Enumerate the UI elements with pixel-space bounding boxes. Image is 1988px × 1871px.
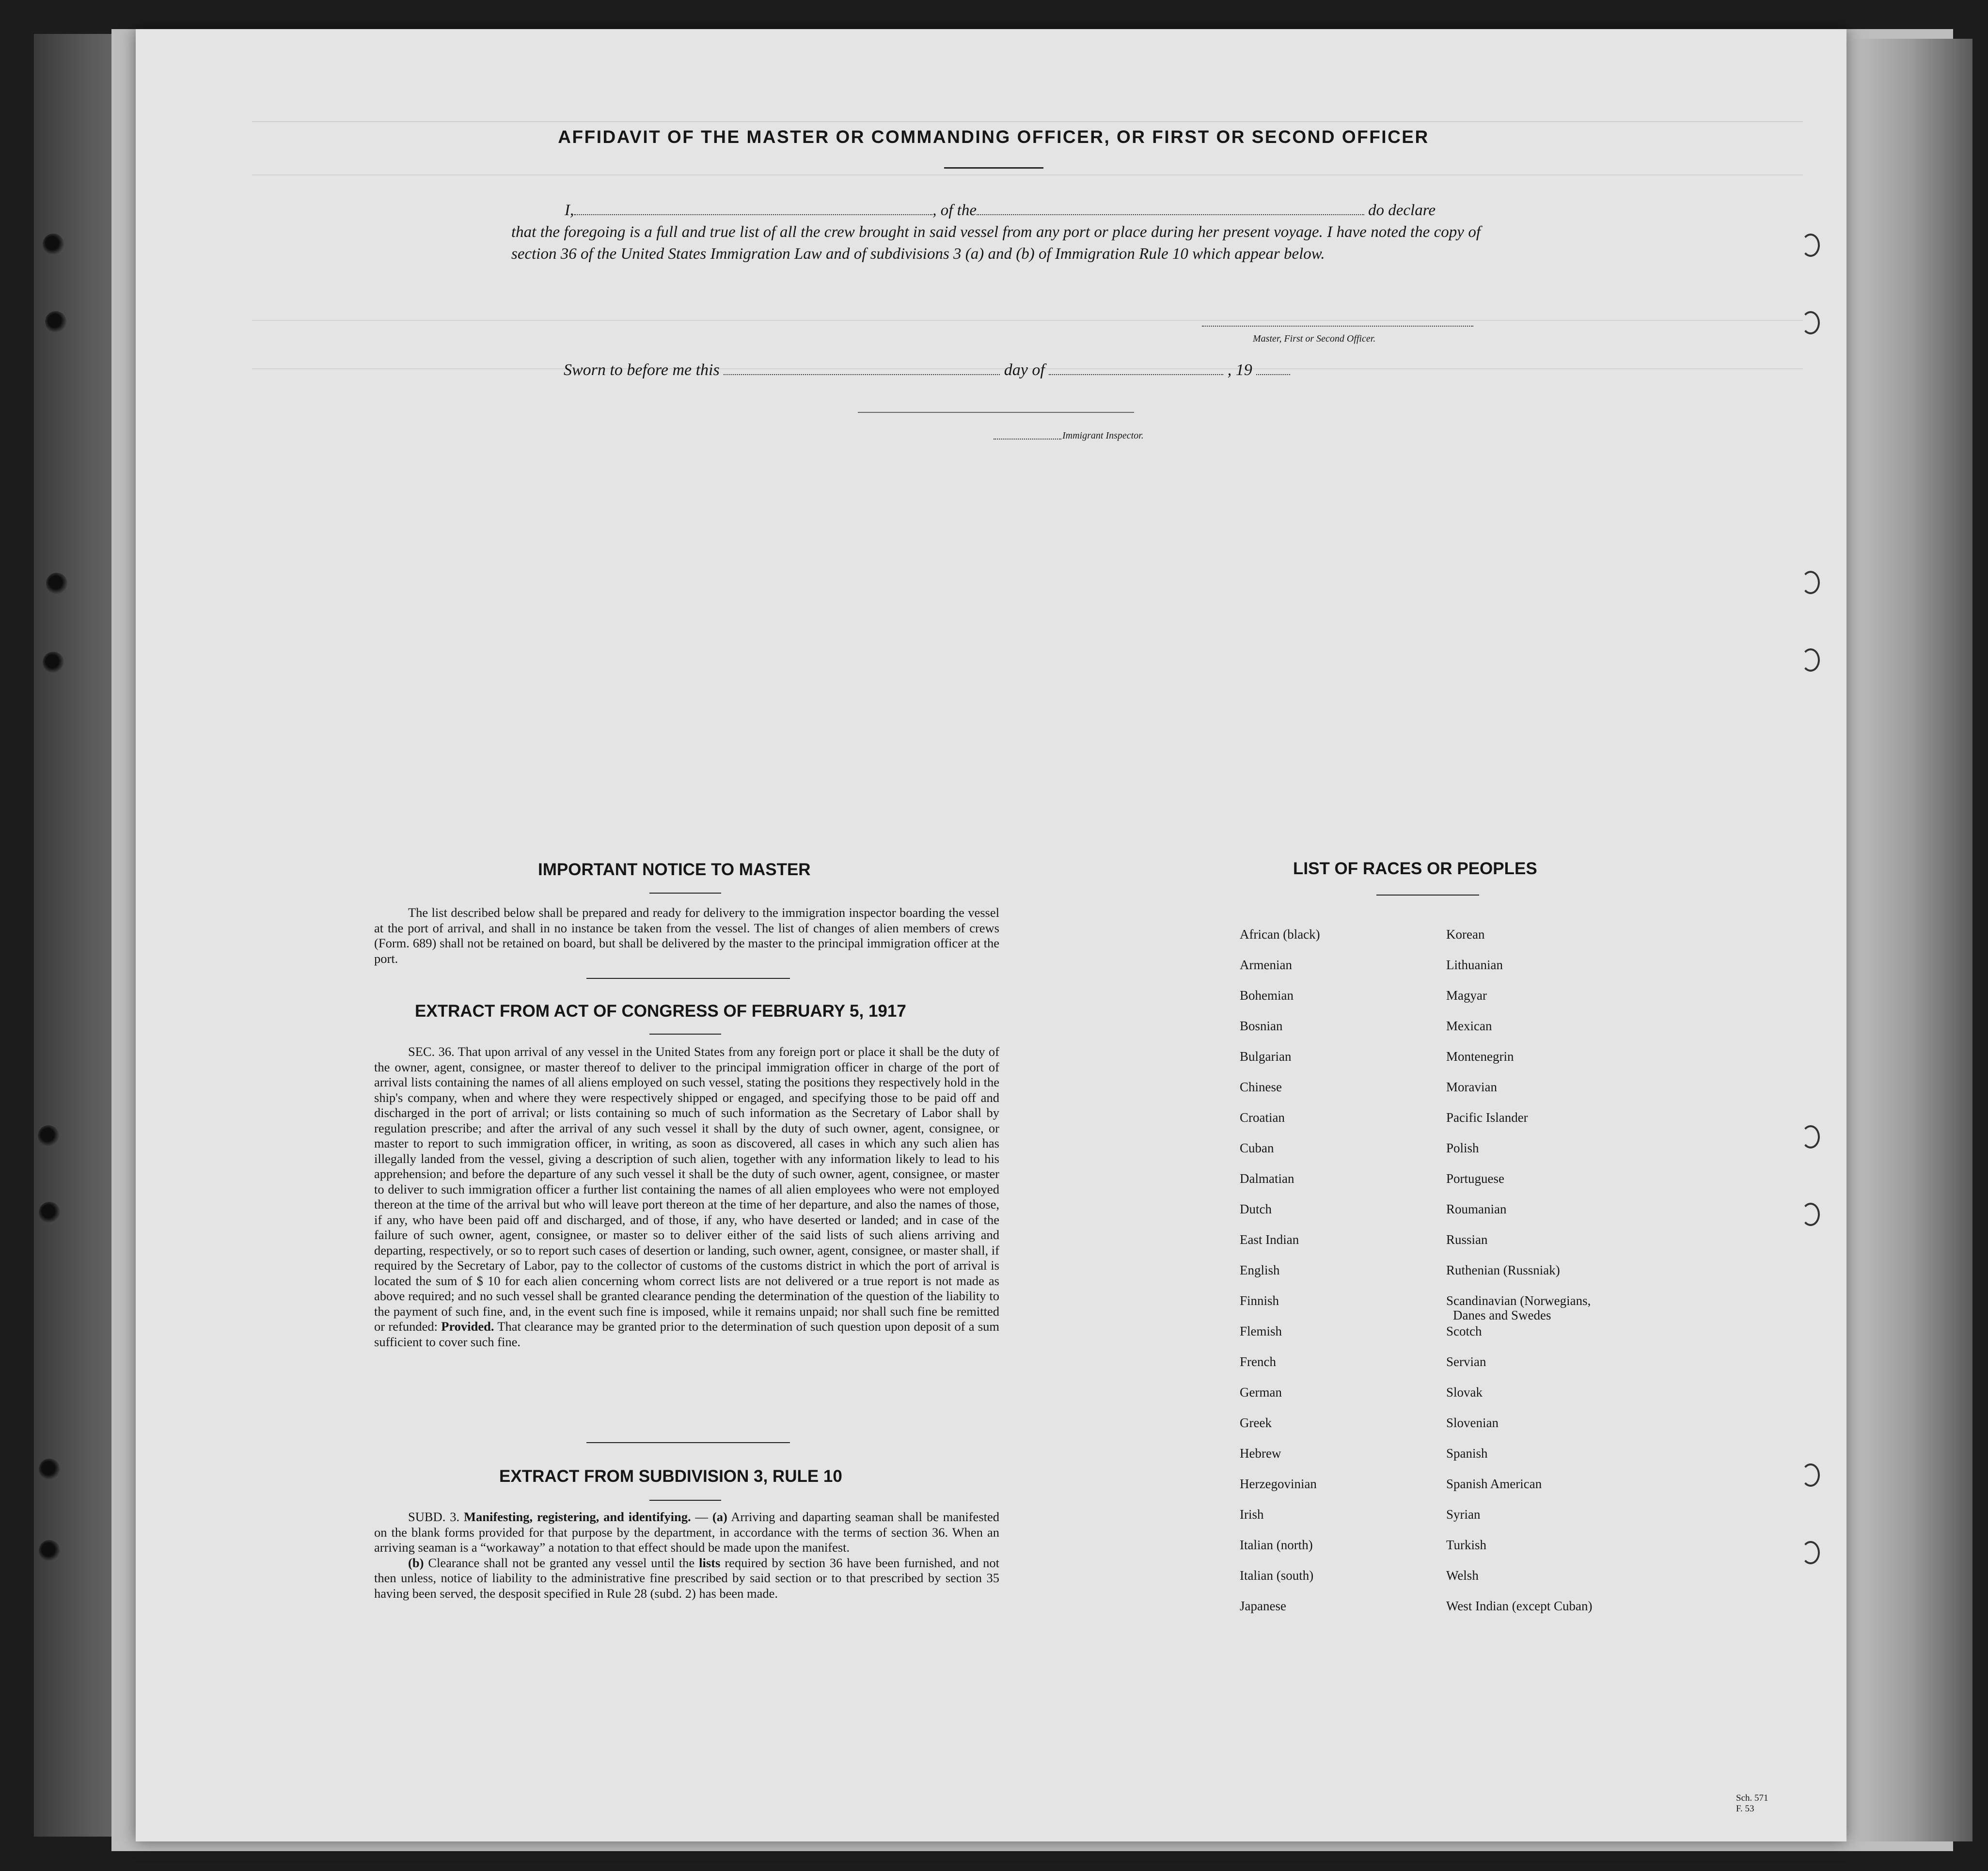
extract-rule-rule — [649, 1500, 721, 1501]
race-item: Russian — [1446, 1232, 1488, 1247]
subd-heading: Manifesting, registering, and identifying. — [464, 1509, 691, 1524]
race-item: Slovak — [1446, 1385, 1483, 1399]
binder-hole — [38, 1125, 59, 1147]
race-item: West Indian (except Cuban) — [1446, 1599, 1593, 1613]
ring-mark — [1801, 648, 1820, 672]
race-item: African (black) — [1240, 927, 1320, 942]
race-item: Armenian — [1240, 958, 1292, 972]
bleed-through — [252, 320, 1803, 321]
binder-hole — [39, 1540, 60, 1561]
binder-hole — [45, 311, 66, 332]
race-item: Japanese — [1240, 1599, 1286, 1613]
subd-prefix: SUBD. 3. — [408, 1509, 460, 1524]
race-item: Hebrew — [1240, 1446, 1281, 1461]
vessel-name-field[interactable] — [977, 203, 1364, 215]
race-item: Syrian — [1446, 1507, 1481, 1522]
race-item: Portuguese — [1446, 1171, 1504, 1186]
affidavit-paragraph — [511, 200, 1481, 265]
sworn-line — [564, 361, 1290, 379]
race-item: Montenegrin — [1446, 1049, 1514, 1064]
race-item: Finnish — [1240, 1293, 1279, 1308]
inspector-signature-line[interactable] — [858, 412, 1134, 413]
race-item: Dalmatian — [1240, 1171, 1294, 1186]
of-the-text: , of the — [932, 202, 977, 219]
notice-title-rule — [649, 893, 721, 894]
race-item: English — [1240, 1263, 1280, 1277]
form-tag — [1736, 1793, 1768, 1814]
a-label: (a) — [712, 1509, 727, 1524]
binder-hole — [39, 1202, 60, 1223]
sec36-main: SEC. 36. That upon arrival of any vessel in the United States from any foreign port or place it shall be the duty of the owner, agent, consignee, or master thereof to deliver to the principal immigration officer in charge of the port of arrival lists containing the names of all aliens employed on such vessel, stating the positions they respectively hold in the ship's company, when and where they were respectively shipped or engaged, and specifying those to be paid off and discharged in the port of arrival; or lists containing so much of such information as the Secretary of Labor shall by regulation prescribe; and after the arrival of any such vessel it shall by the duty of such owner, agent, consignee, or master to report to such immigration officer, in writing, as soon as discovered, all cases in which any such alien has illegally landed from the vessel, giving a description of such alien, together with any information likely to lead to his apprehension; and before the departure of any such vessel it shall be the duty of such owner, agent, consignee, or master to deliver to such immigration officer a further list containing the names of all alien employees who were not employed thereon at the time of the arrival but who will leave port thereon at the time of her departure, and also the names of those, if any, who have been paid off and discharged, and of those, if any, who have deserted or landed; and in case of the failure of such owner, agent, consignee, or master so to deliver either of the said lists of such aliens arriving and departing, respectively, or so to report such cases of desertion or landing, such owner, agent, consignee, or master shall, if required by the Secretary of Labor, pay to the collector of customs of the customs district in which the port of arrival is located the sum of $ 10 for each alien concerning whom correct lists are not delivered or a true report is not made as above required; and no such vessel shall be granted clearance pending the determination of the question of the liability to the payment of such fine, and, in the event such fine is imposed, while it remains unpaid; nor shall such fine be remitted or refunded: — [374, 1044, 999, 1334]
race-item: Bosnian — [1240, 1019, 1283, 1033]
race-item: Turkish — [1446, 1538, 1487, 1552]
title-rule — [944, 167, 1043, 169]
affidavit-body: that the foregoing is a full and true list of all the crew brought in said vessel from any port or place during her present voyage. I have noted the copy of section 36 of the United States Immigration Law and of subdivisions 3 (a) and (b) of Immigration Rule 10 which appear below. — [511, 223, 1481, 263]
ring-mark — [1801, 234, 1820, 257]
sworn-year-field[interactable] — [1256, 362, 1290, 375]
affidavit-title: AFFIDAVIT OF THE MASTER OR COMMANDING OFFICER, OR FIRST OR SECOND OFFICER — [558, 127, 1429, 147]
bleed-through — [252, 174, 1803, 175]
ring-mark — [1801, 1541, 1820, 1564]
declare-text: do declare — [1368, 202, 1436, 219]
b-lists: lists — [699, 1555, 721, 1570]
race-item: Dutch — [1240, 1202, 1272, 1216]
binder-hole — [39, 1459, 60, 1480]
b-text-2: required by section 36 have been furnished, and not then unless, notice of liability to the administrative fine prescribed by said section or to that prescribed by section 35 having been served, the desposit specified in Rule 28 (subd. 2) has been made. — [374, 1555, 1000, 1601]
ring-mark — [1801, 1463, 1820, 1487]
a-text: Arriving and daparting seaman shall be manifested on the blank forms provided for that purpose by the department, in accordance with the terms of section 36. When an arriving seaman is a “workaway” a notation to that effect should be made upon the manifest. — [374, 1509, 1000, 1555]
section-divider — [586, 1442, 790, 1443]
race-item: Italian (north) — [1240, 1538, 1313, 1552]
sworn-day-of: day of — [1004, 361, 1045, 379]
races-title-rule — [1376, 895, 1479, 896]
races-title: LIST OF RACES OR PEOPLES — [1293, 859, 1537, 878]
race-item: Scandinavian (Norwegians, — [1446, 1293, 1591, 1308]
binder-hole — [43, 234, 64, 255]
subd3-b — [374, 1556, 999, 1602]
bleed-through — [252, 121, 1803, 122]
race-item: French — [1240, 1354, 1276, 1369]
race-item: Scotch — [1446, 1324, 1482, 1338]
binder-hole — [46, 573, 67, 594]
inspector-label: Immigrant Inspector. — [1062, 430, 1144, 441]
ring-mark — [1801, 571, 1820, 594]
b-label: (b) — [408, 1555, 424, 1570]
sworn-prefix: Sworn to before me this — [564, 361, 720, 379]
race-item: Greek — [1240, 1415, 1272, 1430]
race-item: Moravian — [1446, 1080, 1497, 1094]
race-item: Spanish American — [1446, 1477, 1542, 1491]
race-item: Polish — [1446, 1141, 1479, 1155]
ring-mark — [1801, 311, 1820, 334]
race-item: Korean — [1446, 927, 1485, 942]
ring-mark — [1801, 1125, 1820, 1148]
inspector-dots — [994, 439, 1061, 440]
race-item: Chinese — [1240, 1080, 1282, 1094]
race-item: Bulgarian — [1240, 1049, 1292, 1064]
notice-body — [374, 905, 999, 966]
race-item: Mexican — [1446, 1019, 1492, 1033]
race-item: Irish — [1240, 1507, 1264, 1522]
master-signature-label: Master, First or Second Officer. — [1253, 333, 1376, 344]
declarant-prefix: I, — [565, 202, 574, 219]
race-item: Spanish — [1446, 1446, 1488, 1461]
sec36-end: That clearance may be granted prior to the determination of such question upon deposit of a sum sufficient to cover such fine. — [374, 1319, 1000, 1349]
race-item: Roumanian — [1446, 1202, 1507, 1216]
notice-title: IMPORTANT NOTICE TO MASTER — [538, 860, 811, 879]
race-item: Croatian — [1240, 1110, 1285, 1125]
race-item: Danes and Swedes — [1453, 1308, 1551, 1322]
race-item: Welsh — [1446, 1568, 1479, 1583]
extract-act-body — [374, 1044, 999, 1350]
sworn-day-field[interactable] — [724, 362, 1000, 375]
extract-rule-title: EXTRACT FROM SUBDIVISION 3, RULE 10 — [499, 1467, 842, 1486]
sworn-year-prefix: , 19 — [1227, 361, 1252, 379]
race-item: Flemish — [1240, 1324, 1282, 1338]
extract-rule-body — [374, 1509, 999, 1601]
ring-mark — [1801, 1203, 1820, 1226]
b-text-1: Clearance shall not be granted any vessel until the — [428, 1555, 695, 1570]
race-item: Slovenian — [1446, 1415, 1499, 1430]
race-item: Italian (south) — [1240, 1568, 1314, 1583]
notice-text: The list described below shall be prepared and ready for delivery to the immigration inspector boarding the vessel at the port of arrival, and shall in no instance be taken from the vessel. The list of changes of alien members of crews (Form. 689) shall not be retained on board, but shall be delivered by the master to the principal immigration officer at the port. — [374, 905, 999, 966]
form-tag-line1: Sch. 571 — [1736, 1793, 1768, 1803]
declarant-name-field[interactable] — [574, 203, 932, 215]
extract-act-rule — [649, 1034, 721, 1035]
race-item: German — [1240, 1385, 1282, 1399]
race-item: Magyar — [1446, 988, 1487, 1003]
race-item: Pacific Islander — [1446, 1110, 1528, 1125]
race-item: Servian — [1446, 1354, 1486, 1369]
extract-act-title: EXTRACT FROM ACT OF CONGRESS OF FEBRUARY 5, 1917 — [415, 1002, 906, 1021]
provided-word: Provided. — [441, 1319, 494, 1334]
race-item: Ruthenian (Russniak) — [1446, 1263, 1560, 1277]
master-signature-line[interactable] — [1202, 326, 1473, 327]
subd-dash: — — [691, 1509, 712, 1524]
declaration-line — [511, 200, 1481, 221]
race-item: East Indian — [1240, 1232, 1299, 1247]
binder-hole — [43, 652, 64, 673]
race-item: Lithuanian — [1446, 958, 1503, 972]
section-divider — [586, 978, 790, 979]
race-item: Cuban — [1240, 1141, 1274, 1155]
form-tag-line2: F. 53 — [1736, 1804, 1754, 1814]
sworn-month-field[interactable] — [1049, 362, 1223, 375]
race-item: Herzegovinian — [1240, 1477, 1317, 1491]
subd3-a — [374, 1509, 999, 1556]
sec36-text — [374, 1044, 999, 1350]
race-item: Bohemian — [1240, 988, 1294, 1003]
